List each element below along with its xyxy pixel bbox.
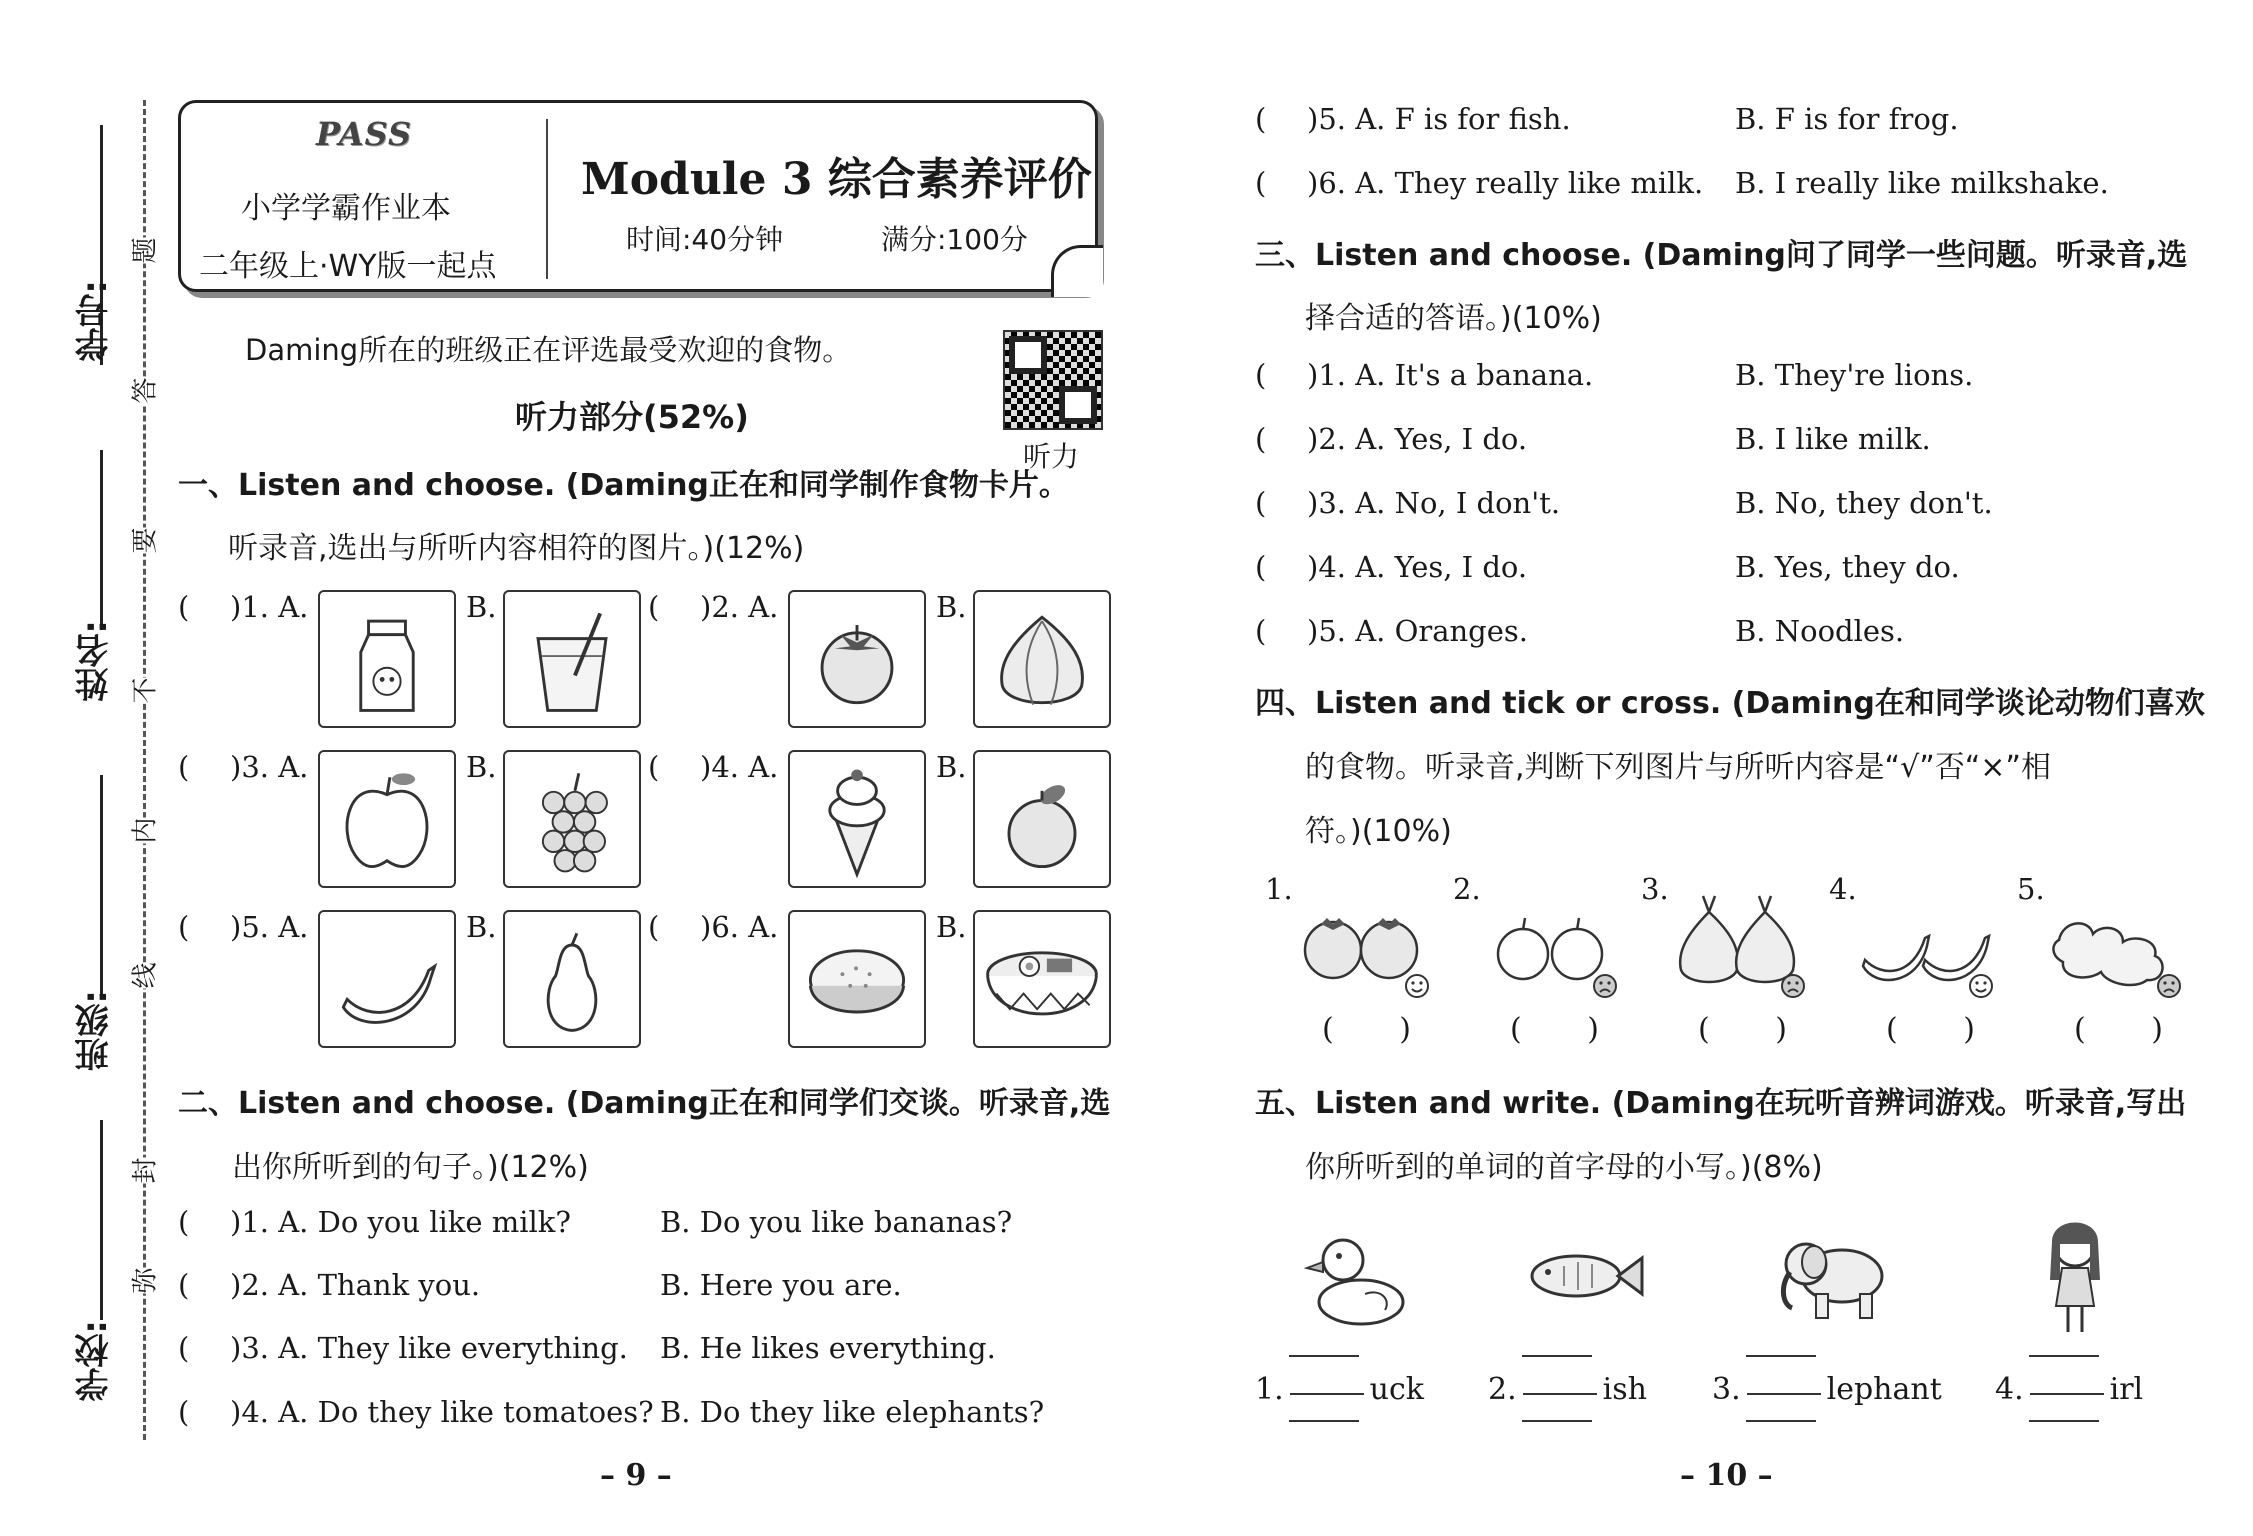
s3-q1: ( )1. A. It's a banana. bbox=[1255, 358, 1594, 392]
s5-guide-line bbox=[2029, 1355, 2099, 1357]
ice-cream-icon bbox=[788, 750, 926, 888]
section5-title: 五、Listen and write. (Daming在玩听音辨词游戏。听录音,写出 bbox=[1255, 1086, 2187, 1121]
s2-q6: ( )6. A. They really like milk. bbox=[1255, 166, 1704, 200]
binding-line bbox=[100, 450, 103, 630]
s4-item-number: 4. bbox=[1829, 872, 1857, 906]
s4-item-number: 1. bbox=[1265, 872, 1293, 906]
s1-q5: ( )5. A. bbox=[178, 910, 309, 944]
juice-glass-icon bbox=[503, 590, 641, 728]
section1-title-cont: 听录音,选出与所听内容相符的图片。)(12%) bbox=[228, 531, 805, 566]
s1-q4: ( )4. A. bbox=[648, 750, 779, 784]
page-curl-icon bbox=[1051, 245, 1103, 297]
tomato-icon bbox=[788, 590, 926, 728]
s2-q3-b: B. He likes everything. bbox=[660, 1331, 996, 1365]
elephant-icon bbox=[1770, 1210, 1900, 1340]
s1-q3: ( )3. A. bbox=[178, 750, 309, 784]
s1-option-b-label: B. bbox=[466, 590, 497, 624]
s5-item: 1. uck bbox=[1255, 1372, 1424, 1407]
rice-bowl-icon bbox=[788, 910, 926, 1048]
s2-q1: ( )1. A. Do you like milk? bbox=[178, 1205, 571, 1239]
seal-char: 弥 bbox=[123, 1267, 164, 1293]
onion-icon bbox=[973, 590, 1111, 728]
seal-char: 要 bbox=[123, 527, 164, 553]
s5-item: 4. irl bbox=[1995, 1372, 2144, 1407]
apples-sad-icon bbox=[1479, 890, 1619, 1000]
class-label: 班级: bbox=[75, 990, 115, 1072]
s3-q5: ( )5. A. Oranges. bbox=[1255, 614, 1529, 648]
s3-q1-b: B. They're lions. bbox=[1735, 358, 1974, 392]
s5-guide-line bbox=[2029, 1420, 2099, 1422]
page-number-left: – 9 – bbox=[600, 1458, 672, 1493]
seal-char: 内 bbox=[123, 817, 164, 843]
grapes-icon bbox=[503, 750, 641, 888]
header-divider bbox=[546, 119, 548, 279]
orange-icon bbox=[973, 750, 1111, 888]
s5-guide-line bbox=[1746, 1420, 1816, 1422]
section4-title-cont2: 符。)(10%) bbox=[1305, 814, 1452, 849]
s4-item-number: 2. bbox=[1453, 872, 1481, 906]
s4-answer-blank[interactable]: ( ) bbox=[1322, 1012, 1439, 1047]
bananas-happy-icon bbox=[1855, 890, 1995, 1000]
s4-answer-blank[interactable]: ( ) bbox=[1886, 1012, 2003, 1047]
s2-q4-b: B. Do they like elephants? bbox=[660, 1395, 1045, 1429]
onions-sad-icon bbox=[1667, 890, 1807, 1000]
s2-q5: ( )5. A. F is for fish. bbox=[1255, 102, 1571, 136]
s5-letter-blank[interactable] bbox=[1523, 1393, 1597, 1395]
book-level: 二年级上·WY版一起点 bbox=[199, 249, 497, 284]
s5-letter-blank[interactable] bbox=[1747, 1393, 1821, 1395]
section3-title: 三、Listen and choose. (Daming问了同学一些问题。听录音,选 bbox=[1255, 238, 2188, 273]
s1-q1: ( )1. A. bbox=[178, 590, 309, 624]
s1-option-b-label: B. bbox=[466, 750, 497, 784]
seal-char: 线 bbox=[123, 962, 164, 988]
section1-title: 一、Listen and choose. (Daming正在和同学制作食物卡片。 bbox=[178, 468, 1069, 503]
listening-heading: 听力部分(52%) bbox=[515, 398, 749, 436]
s2-q5-b: B. F is for frog. bbox=[1735, 102, 1959, 136]
s4-item-number: 5. bbox=[2017, 872, 2045, 906]
seal-char: 不 bbox=[123, 677, 164, 703]
page-title: Module 3 综合素养评价 bbox=[581, 154, 1092, 205]
binding-line bbox=[100, 1120, 103, 1320]
student-number-label: 学号: bbox=[75, 280, 115, 362]
seal-line bbox=[143, 100, 146, 1440]
s5-letter-blank[interactable] bbox=[2030, 1393, 2104, 1395]
s5-letter-blank[interactable] bbox=[1290, 1393, 1364, 1395]
binding-line bbox=[100, 775, 103, 995]
girl-icon bbox=[2010, 1210, 2140, 1340]
s4-answer-blank[interactable]: ( ) bbox=[1698, 1012, 1815, 1047]
section4-title: 四、Listen and tick or cross. (Daming在和同学谈论动物们喜欢 bbox=[1255, 686, 2205, 721]
apple-icon bbox=[318, 750, 456, 888]
seal-char: 答 bbox=[123, 377, 164, 403]
s1-q2: ( )2. A. bbox=[648, 590, 779, 624]
section4-title-cont: 的食物。听录音,判断下列图片与所听内容是“√”否“×”相 bbox=[1305, 750, 2051, 785]
page-number-right: – 10 – bbox=[1680, 1458, 1773, 1493]
s1-option-b-label: B. bbox=[936, 910, 967, 944]
s5-guide-line bbox=[1289, 1355, 1359, 1357]
s2-q6-b: B. I really like milkshake. bbox=[1735, 166, 2109, 200]
s5-guide-line bbox=[1746, 1355, 1816, 1357]
s2-q2: ( )2. A. Thank you. bbox=[178, 1268, 481, 1302]
s1-q6: ( )6. A. bbox=[648, 910, 779, 944]
s4-answer-blank[interactable]: ( ) bbox=[1510, 1012, 1627, 1047]
tomatoes-happy-icon bbox=[1291, 890, 1431, 1000]
section5-title-cont: 你所听到的单词的首字母的小写。)(8%) bbox=[1305, 1150, 1823, 1185]
duck-icon bbox=[1295, 1210, 1425, 1340]
section2-title: 二、Listen and choose. (Daming正在和同学们交谈。听录音,选 bbox=[178, 1086, 1111, 1121]
s5-item: 3. lephant bbox=[1712, 1372, 1942, 1407]
s5-guide-line bbox=[1289, 1420, 1359, 1422]
s3-q2: ( )2. A. Yes, I do. bbox=[1255, 422, 1528, 456]
s2-q1-b: B. Do you like bananas? bbox=[660, 1205, 1013, 1239]
ginger-sad-icon bbox=[2043, 890, 2183, 1000]
s4-item-number: 3. bbox=[1641, 872, 1669, 906]
intro-text: Daming所在的班级正在评选最受欢迎的食物。 bbox=[245, 333, 852, 367]
s3-q2-b: B. I like milk. bbox=[1735, 422, 1931, 456]
student-name-label: 姓名: bbox=[75, 620, 115, 702]
noodles-icon bbox=[973, 910, 1111, 1048]
s2-q2-b: B. Here you are. bbox=[660, 1268, 902, 1302]
score-info: 满分:100分 bbox=[881, 223, 1028, 256]
header-box bbox=[178, 100, 1098, 292]
pear-icon bbox=[503, 910, 641, 1048]
s3-q3: ( )3. A. No, I don't. bbox=[1255, 486, 1561, 520]
s2-q3: ( )3. A. They like everything. bbox=[178, 1331, 628, 1365]
s1-option-b-label: B. bbox=[936, 590, 967, 624]
s3-q4-b: B. Yes, they do. bbox=[1735, 550, 1960, 584]
s5-guide-line bbox=[1522, 1355, 1592, 1357]
section2-title-cont: 出你所听到的句子。)(12%) bbox=[232, 1150, 589, 1185]
s1-option-b-label: B. bbox=[466, 910, 497, 944]
s3-q3-b: B. No, they don't. bbox=[1735, 486, 1993, 520]
qr-code-icon[interactable] bbox=[1003, 330, 1103, 430]
section3-title-cont: 择合适的答语。)(10%) bbox=[1305, 301, 1602, 336]
pass-logo: PASS bbox=[316, 115, 413, 153]
fish-icon bbox=[1518, 1210, 1648, 1340]
s4-answer-blank[interactable]: ( ) bbox=[2074, 1012, 2191, 1047]
s1-option-b-label: B. bbox=[936, 750, 967, 784]
s5-guide-line bbox=[1522, 1420, 1592, 1422]
s2-q4: ( )4. A. Do they like tomatoes? bbox=[178, 1395, 654, 1429]
seal-char: 封 bbox=[123, 1157, 164, 1183]
qr-label: 听力 bbox=[1023, 440, 1080, 473]
s3-q4: ( )4. A. Yes, I do. bbox=[1255, 550, 1528, 584]
school-label: 学校: bbox=[75, 1320, 115, 1402]
milk-bottle-icon bbox=[318, 590, 456, 728]
time-info: 时间:40分钟 bbox=[626, 223, 784, 256]
s5-item: 2. ish bbox=[1488, 1372, 1647, 1407]
s3-q5-b: B. Noodles. bbox=[1735, 614, 1905, 648]
seal-char: 题 bbox=[123, 237, 164, 263]
banana-icon bbox=[318, 910, 456, 1048]
book-name: 小学学霸作业本 bbox=[241, 191, 451, 226]
